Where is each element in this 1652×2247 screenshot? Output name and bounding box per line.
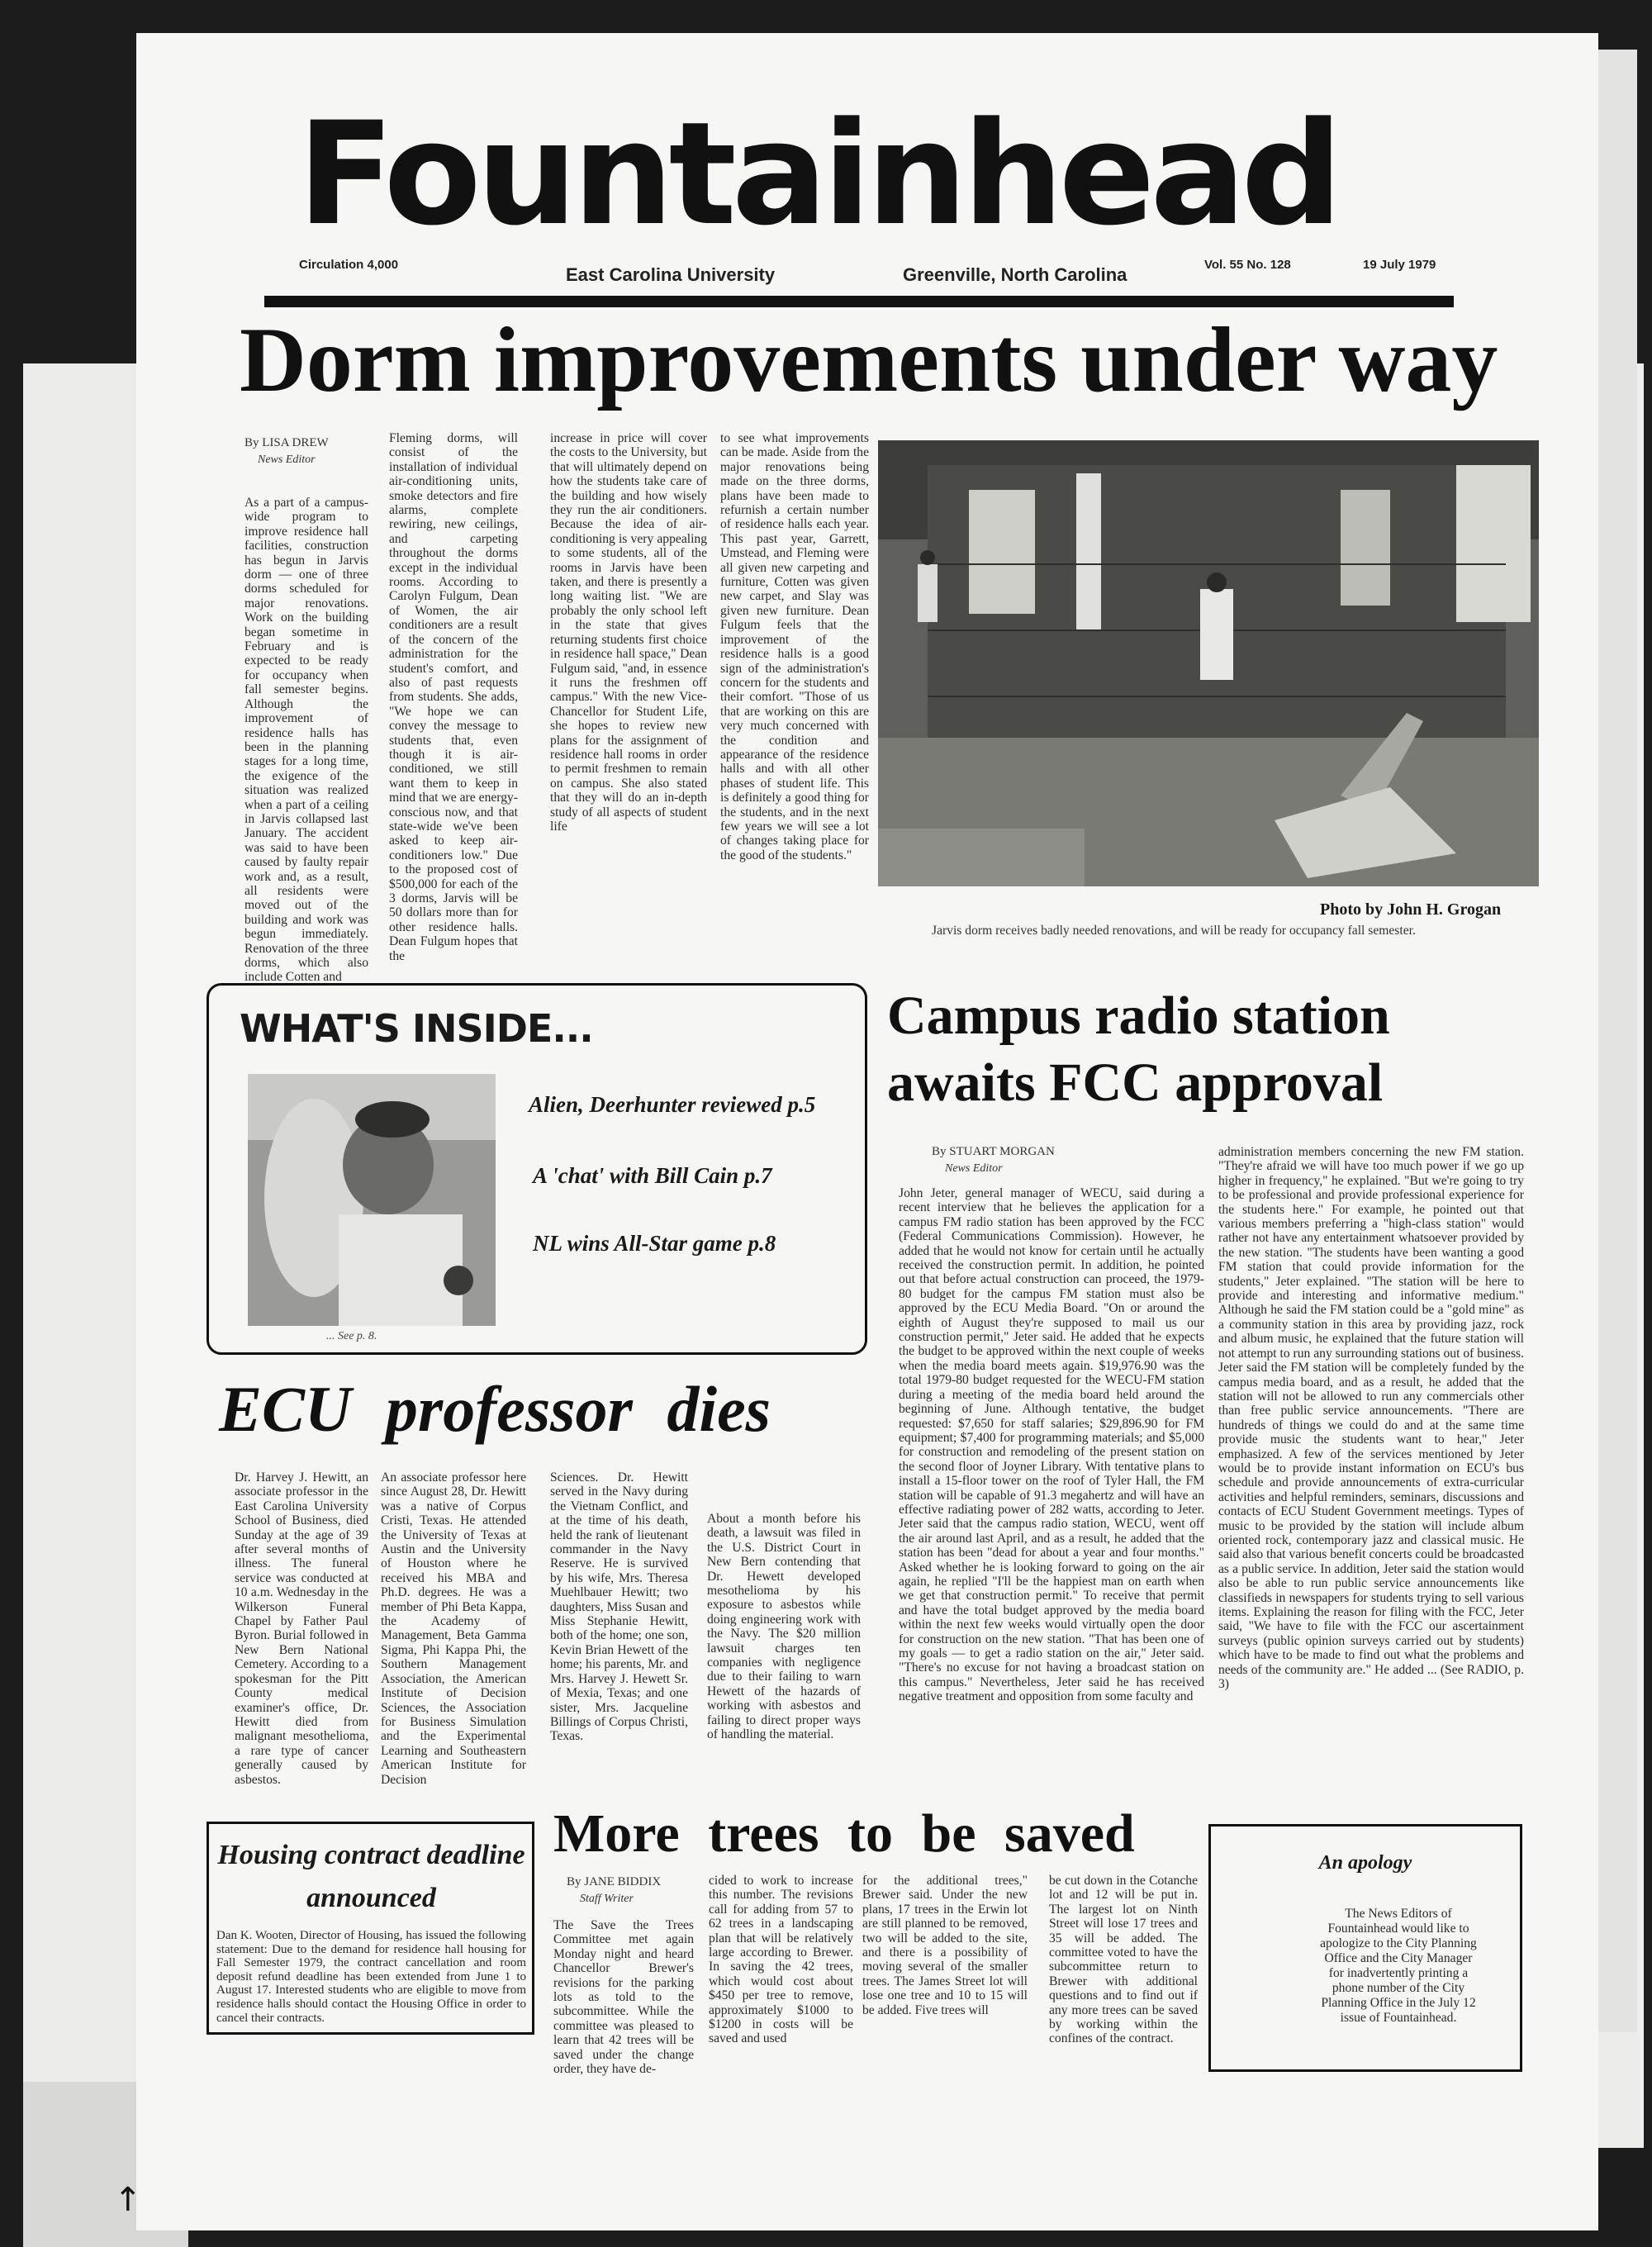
professor-column-4: About a month before his death, a lawsuit was filed in the U.S. District Court in New Bern contending that Dr. Hewett developed mesothelioma by his exposure to asbestos while doing engineering work with the Navy. The $20 million lawsuit charges ten companies with negligence due to their failing to warn Hewett of the hazards of working with asbestos and failing to direct proper ways of handling the material. [707,1512,861,1742]
professor-headline: ECU professor dies [219,1373,771,1445]
radio-byline [932,1145,1055,1176]
radio-headline-line-2: awaits FCC approval [887,1052,1384,1113]
volume-number: Vol. 55 No. 128 [1204,258,1291,272]
dorm-column-3: increase in price will cover the costs to the University, but that will ultimately depend on how the students take care of the building and how wisely they run the air conditioners. Because the idea of air-conditioning is very appealing to some students, all of the rooms in Jarvis have been taken, and there is presently a long waiting list. "We are probably the only school left in the state that gives returning students first choice in residence hall space," Dean Fulgum said, "and, in essence it runs the freshmen off campus." With the new Vice-Chancellor for Student Life, she hopes to review new plans for the assignment of residence hall rooms in order to permit freshmen to remain on campus. She also stated that they will do an in-depth study of all aspects of student life [550,431,707,834]
university-name: East Carolina University [566,264,776,285]
radio-column-2: administration members concerning the new FM station. "They're afraid we will have too much power if we go up higher in frequency," he explained. "But we're going to try to be professional and provide professional experience for the students here." For example, he pointed out that various members preferring a "high-class station" would rather not have any entertainment whatsoever provided by the new station. "The students have been wanting a good FM station that could provide information for the students," Jeter explained. "The station will be here to provide and interesting and informative medium." Although he said the FM station could be a "gold mine" as a community station in this area by providing jazz, rock and album music, he explained that the future station will not attempt to run any surrounding stations out of business. Jeter said the FM station will be completely funded by the campus media board, and as a result, he added that the station will not be allowed to run any commercials other than free public service announcements. "There are hundreds of things we could do and at the same time provide music the students want to hear," Jeter emphasized. A few of the services mentioned by Jeter would be to provide instant information on ECU's bus schedule and provide announcements of extra-curricular activities and helpful reminders, seminars, discussions and contacts of ECU Student Government meetings. Types of music to be provided by the station will include album oriented rock, contemporary jazz and classical music. He said also that various benefit concerts could be broadcasted as a public service. In addition, Jeter said the station would also be able to run public service announcements like classifieds in newspapers for students trying to sell various items. Explaining the reason for filing with the FCC, Jeter said, "We have to file with the FCC our ascertainment surveys (public opinion surveys carried out by students) which have to be made to find out what the problems and needs of the community are." He added ... (See RADIO, p. 3) [1218,1145,1524,1692]
circulation: Circulation 4,000 [299,258,399,272]
dorm-headline: Dorm improvements under way [240,309,1498,411]
trees-column-3: for the additional trees," Brewer said. Under the new plans, 17 trees in the Erwin lot are still planned to be removed, two will be added to the site, and there is a possibility of moving several of the smaller trees. The James Street lot will lose one tree and 10 to 15 will be added. Five trees will [862,1874,1028,2017]
dorm-byline [244,436,329,467]
housing-headline: Housing contract deadline announced [217,1840,525,1913]
trees-byline [567,1875,661,1906]
masthead-title: Fountainhead [297,91,1338,257]
inside-item-all-star: NL wins All-Star game p.8 [533,1231,776,1256]
dorm-byline-name: By LISA DREW [244,436,329,449]
trees-byline-name: By JANE BIDDIX [567,1875,662,1888]
trees-column-2: cided to work to increase this number. The revisions call for adding from 57 to 62 trees in a landscaping plan that will be relatively large according to Brewer. In saving the 42 trees, which would cost about $450 per tree to remove, approximately $1000 to $1200 in costs will be saved and used [709,1874,853,2046]
dorm-column-2: Fleming dorms, will consist of the installation of individual air-conditioning units, smoke detectors and fire alarms, complete rewiring, new ceilings, and carpeting throughout the dorms except in the individual rooms. According to Carolyn Fulgum, Dean of Women, the air conditioners are a result of the concern of the administration for the student's comfort, and also of past requests from students. She adds, "We hope we can convey the message to students that, even though it is air-conditioned, we still want them to keep in mind that we are energy-conscious now, and that state-wide we've been asked to keep air-conditioners low." Due to the proposed cost of $500,000 for each of the 3 dorms, Jarvis will be 50 dollars more than for other residence halls. Dean Fulgum hopes that the [389,431,518,963]
up-arrow-icon: ↑ [114,2181,142,2219]
radio-column-1: John Jeter, general manager of WECU, said during a recent interview that he believes the application for a campus FM radio station has been approved by the FCC (Federal Communications Commission). However, he added that he would not know for certain until he actually received the construction permit. In addition, he pointed out that before actual construction can proceed, the 1979-80 budget for the campus FM station must also be approved by the ECU Media Board. "On or around the eighth of August they're supposed to mail us our construction permit," Jeter said. He added that he expects the budget to be approved within the next couple of weeks when the media board meets again. $19,976.90 was the total 1979-80 budget requested for the WECU-FM station during a meeting of the media board held around the beginning of June. Although tentative, the budget requested: $7,650 for staff salaries; $29,896.90 for FM equipment; $7,400 for programming materials; and $5,000 for construction and remodeling of the present station on the second floor of Joyner Library. With tentative plans to install a 15-floor tower on the roof of Tyler Hall, the FM station will be capable of 91.3 megahertz and will have an effective radiating power of 282 watts, according to Jeter. Jeter said that the campus radio station, WECU, went off the air around last April, and as a result, he added that the station has been "dead for about a year and four months." Asked whether he is looking forward to going on the air again, he replied "I'll be the happiest man on earth when we get that construction permit." To receive that permit and have the total budget approved by the media board within the next few weeks would virtually open the door for construction on the new station. "That has been one of my goals — to get a radio station on the air," Jeter said. "There's no excuse for not having a broadcast station on this campus." Nevertheless, Jeter said he has received negative treatment and opposition from some faculty and [899,1186,1204,1704]
apology-title: An apology [1318,1852,1412,1874]
dorm-column-1: As a part of a campus-wide program to improve residence hall facilities, construction has begun in Jarvis dorm — one of three dorms scheduled for major renovations. Work on the building began sometime in February and is expected to be ready for occupancy when fall semester begins. Although the improvement of residence halls has been in the planning stages for a long time, the exigence of the situation was realized when a part of a ceiling in Jarvis collapsed last January. The accident was said to have been caused by faulty repair work and, as a result, all residents were moved out of the building and work was begun immediately. Renovation of the three dorms, which also include Cotten and [244,496,368,985]
dorm-byline-role: News Editor [258,454,316,466]
trees-byline-role: Staff Writer [580,1893,634,1905]
trees-column-4: be cut down in the Cotanche lot and 12 will be put in. The largest lot on Ninth Street will lose 17 trees and 35 will be added. The committee voted to have the subcommittee return to Brewer with additional questions and to find out if any more trees can be saved by working within the confines of the contract. [1049,1874,1198,2046]
location: Greenville, North Carolina [903,264,1127,285]
inside-item-bill-cain: A 'chat' with Bill Cain p.7 [533,1163,772,1188]
radio-headline [887,983,1390,1116]
issue-date: 19 July 1979 [1363,258,1436,272]
radio-byline-role: News Editor [945,1162,1003,1175]
whats-inside-see-ref: ... See p. 8. [326,1330,377,1342]
radio-headline-line-1: Campus radio station [887,986,1390,1046]
dorm-column-4: to see what improvements can be made. Aside from the major renovations being made on the three dorms, plans have been made to refurnish a certain number of residence halls each year. This past year, Garrett, Umstead, and Fleming were all given new carpeting and furniture, Cotten was given new carpet, and Slay was given new furniture. Dean Fulgum feels that the improvement of the residence halls is a good sign of the administration's concern for the students and their comfort. "Those of us that are working on this are very much concerned with the condition and appearance of the residence halls and with all other phases of student life. This is definitely a good thing for the students, and in the next few years we will see a lot of changes taking place for the good of the students." [720,431,869,862]
whats-inside-title: WHAT'S INSIDE... [240,1006,593,1051]
photo-credit: Photo by John H. Grogan [1320,900,1502,919]
trees-column-1: The Save the Trees Committee met again Monday night and heard Chancellor Brewer's revisions for the parking lots as told to the subcommittee. While the committee was pleased to learn that 42 trees will be saved under the change order, they have de- [553,1918,694,2077]
professor-column-1: Dr. Harvey J. Hewitt, an associate professor in the East Carolina University School of Business, died Sunday at the age of 39 after several months of illness. The funeral service was conducted at 10 a.m. Wednesday in the Wilkerson Funeral Chapel by Father Paul Byron. Burial followed in New Bern National Cemetery. According to a spokesman for the Pitt County medical examiner's office, Dr. Hewitt died from malignant mesothelioma, a rare type of cancer generally caused by asbestos. [235,1470,368,1787]
professor-column-3: Sciences. Dr. Hewitt served in the Navy during the Vietnam Conflict, and at the time of his death, held the rank of lieutenant commander in the Navy Reserve. He is survived by his wife, Mrs. Theresa Muehlbauer Hewitt; two daughters, Miss Susan and Miss Stephanie Hewitt, both of the home; one son, Kevin Brian Hewett of the home; his parents, Mr. and Mrs. Harvey J. Hewett Sr. of Mexia, Texas; and one sister, Mrs. Jacqueline Billings of Corpus Christi, Texas. [550,1470,688,1744]
professor-column-2: An associate professor here since August 28, Dr. Hewitt was a native of Corpus Cristi, Texas. He attended the University of Texas at Austin and the University of Houston where he received his MBA and Ph.D. degrees. He was a member of Phi Beta Kappa, the Academy of Management, Beta Gamma Sigma, Phi Kappa Phi, the Southern Management Association, the American Institute of Decision Sciences, the Association for Business Simulation and the Experimental Learning and Southeastern American Institute for Decision [381,1470,526,1787]
photo-caption: Jarvis dorm receives badly needed renovations, and will be ready for occupancy fall semester. [932,924,1416,938]
apology-text: The News Editors of Fountainhead would like to apologize to the City Planning Office and the City Manager for inadvertently printing a phone number of the City Planning Office in the July 12 issue of Fountainhead. [1320,1907,1477,2025]
trees-headline: More trees to be saved [553,1803,1135,1864]
inside-item-reviews: Alien, Deerhunter reviewed p.5 [529,1092,816,1117]
masthead-rule [264,296,1454,307]
jarvis-dorm-photo [878,440,1539,886]
radio-byline-name: By STUART MORGAN [932,1145,1055,1158]
baseball-player-photo [248,1074,496,1326]
housing-text: Dan K. Wooten, Director of Housing, has issued the following statement: Due to the demand for residence hall housing for Fall Semester 1979, the contract cancellation and room deposit refund deadline has been extended from June 1 to August 17. Interested students who are eligible to move from residence halls should contact the Housing Office in order to cancel their contracts. [216,1929,526,2025]
